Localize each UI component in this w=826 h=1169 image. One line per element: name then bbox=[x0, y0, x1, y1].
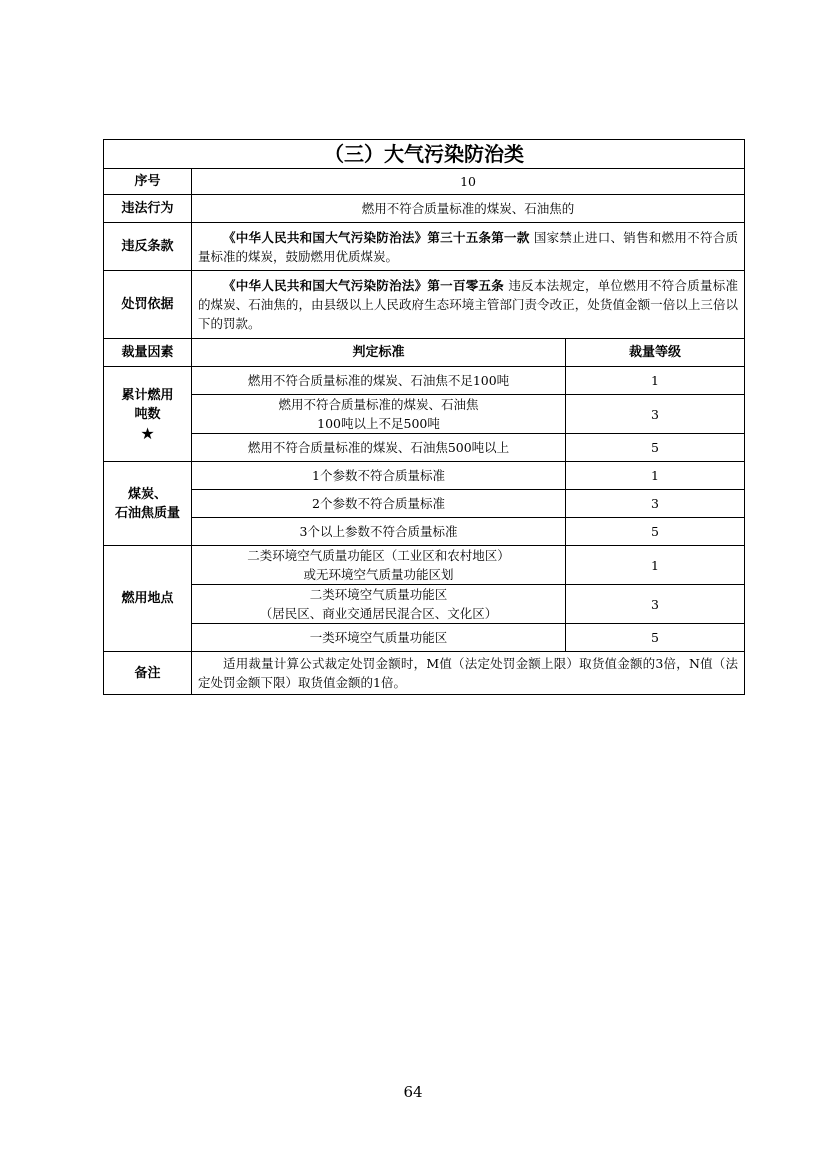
seq-label: 序号 bbox=[104, 169, 192, 195]
star-icon: ★ bbox=[140, 423, 155, 443]
standard-line: 100吨以上不足500吨 bbox=[317, 416, 440, 431]
header-level: 裁量等级 bbox=[566, 339, 745, 367]
basis-text: 违反本法规定，单位燃用不符合质量标准的煤炭、石油焦的，由县级以上人民政府生态环境主管部门责令改正，处货值金额一倍以上三倍以下的罚款。 bbox=[198, 278, 739, 331]
factor-quality-l1: 煤炭、 bbox=[127, 486, 167, 502]
factor-quality bbox=[104, 462, 192, 546]
note-label: 备注 bbox=[104, 652, 192, 695]
page-number: 64 bbox=[403, 1083, 423, 1101]
standard-cell: 燃用不符合质量标准的煤炭、石油焦不足100吨 bbox=[192, 367, 566, 395]
factor-location: 燃用地点 bbox=[104, 546, 192, 652]
standard-line: 二类环境空气质量功能区（工业区和农村地区） bbox=[247, 548, 510, 563]
level-cell: 3 bbox=[566, 585, 745, 624]
clause-text: 国家禁止进口、销售和燃用不符合质量标准的煤炭，鼓励燃用优质煤炭。 bbox=[198, 229, 739, 264]
level-cell: 1 bbox=[566, 367, 745, 395]
basis-content bbox=[192, 271, 745, 339]
standard-cell: 燃用不符合质量标准的煤炭、石油焦500吨以上 bbox=[192, 434, 566, 462]
section-title: （三）大气污染防治类 bbox=[104, 140, 745, 169]
level-cell: 5 bbox=[566, 518, 745, 546]
standard-cell: 1个参数不符合质量标准 bbox=[192, 462, 566, 490]
factor-tonnage-l2: 吨数 bbox=[134, 406, 161, 422]
standard-line: （居民区、商业交通居民混合区、文化区） bbox=[259, 606, 498, 621]
standard-cell: 一类环境空气质量功能区 bbox=[192, 624, 566, 652]
note-text: 适用裁量计算公式裁定处罚金额时，M值（法定处罚金额上限）取货值金额的3倍，N值（法定处罚金额下限）取货值金额的1倍。 bbox=[192, 652, 745, 695]
level-cell: 1 bbox=[566, 546, 745, 585]
standard-line: 或无环境空气质量功能区划 bbox=[303, 567, 454, 582]
seq-value: 10 bbox=[192, 169, 745, 195]
standard-cell: 3个以上参数不符合质量标准 bbox=[192, 518, 566, 546]
factor-tonnage-l1: 累计燃用 bbox=[121, 387, 174, 403]
level-cell: 1 bbox=[566, 462, 745, 490]
level-cell: 3 bbox=[566, 395, 745, 434]
basis-label: 处罚依据 bbox=[104, 271, 192, 339]
level-cell: 5 bbox=[566, 434, 745, 462]
level-cell: 5 bbox=[566, 624, 745, 652]
standard-line: 二类环境空气质量功能区 bbox=[309, 587, 448, 602]
standard-cell bbox=[192, 395, 566, 434]
standard-cell: 2个参数不符合质量标准 bbox=[192, 490, 566, 518]
act-label: 违法行为 bbox=[104, 195, 192, 223]
header-standard: 判定标准 bbox=[192, 339, 566, 367]
factor-tonnage bbox=[104, 367, 192, 462]
act-value: 燃用不符合质量标准的煤炭、石油焦的 bbox=[192, 195, 745, 223]
clause-content bbox=[192, 223, 745, 271]
basis-law: 《中华人民共和国大气污染防治法》第一百零五条 bbox=[223, 278, 505, 293]
header-factor: 裁量因素 bbox=[104, 339, 192, 367]
clause-law: 《中华人民共和国大气污染防治法》第三十五条第一款 bbox=[223, 229, 530, 245]
standard-line: 燃用不符合质量标准的煤炭、石油焦 bbox=[278, 397, 479, 412]
level-cell: 3 bbox=[566, 490, 745, 518]
penalty-table bbox=[103, 139, 745, 695]
standard-cell bbox=[192, 585, 566, 624]
standard-cell bbox=[192, 546, 566, 585]
factor-quality-l2: 石油焦质量 bbox=[114, 505, 180, 521]
clause-label: 违反条款 bbox=[104, 223, 192, 271]
